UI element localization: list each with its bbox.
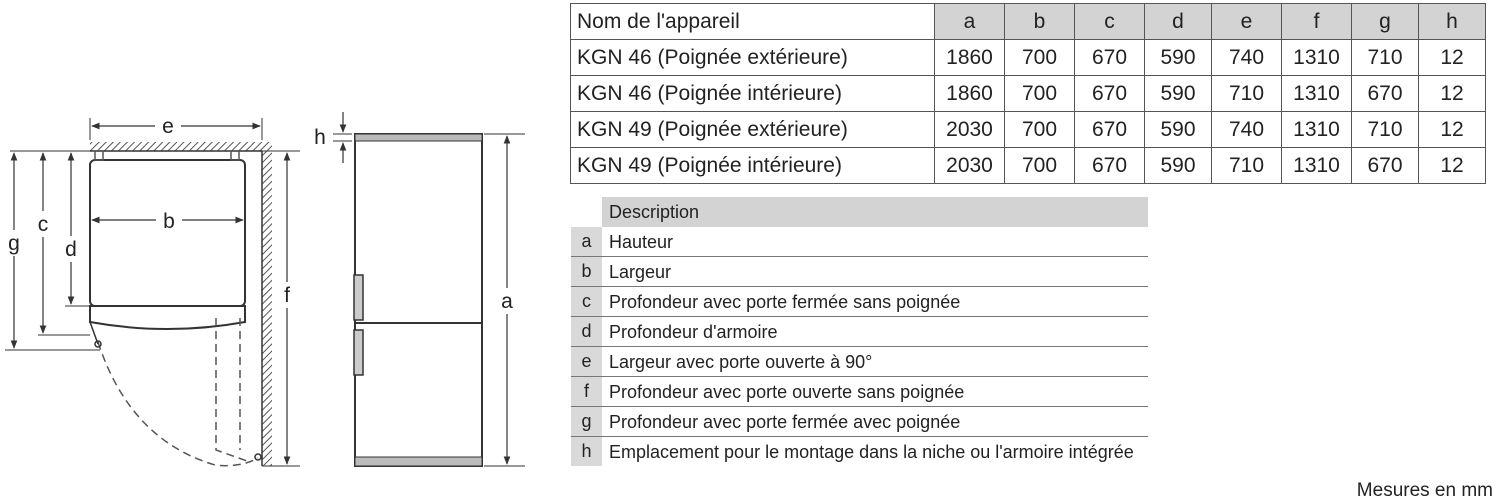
cell-value: 12	[1419, 76, 1486, 112]
cell-value: 1310	[1282, 76, 1352, 112]
header-col-b: b	[1005, 4, 1075, 40]
legend-key: a	[571, 227, 602, 256]
cell-value: 12	[1419, 40, 1486, 76]
legend-item	[571, 377, 1148, 407]
table-row	[571, 148, 1486, 184]
legend-key: f	[571, 377, 602, 406]
cell-value: 2030	[935, 148, 1005, 184]
legend-item	[571, 227, 1148, 257]
legend-key: c	[571, 287, 602, 316]
cell-value: 590	[1145, 76, 1212, 112]
cell-value: 740	[1212, 40, 1282, 76]
cell-value: 700	[1005, 112, 1075, 148]
cell-value: 1310	[1282, 148, 1352, 184]
fridge-body	[355, 134, 482, 466]
cell-value: 12	[1419, 148, 1486, 184]
legend-text: Emplacement pour le montage dans la niche ou l'armoire intégrée	[609, 442, 1134, 462]
door-open	[216, 318, 250, 462]
table-row	[571, 112, 1486, 148]
cell-value: 710	[1352, 112, 1419, 148]
legend-title: Description	[602, 197, 1148, 227]
units-note: Mesures en mm	[1356, 480, 1493, 501]
cell-value: 670	[1075, 112, 1145, 148]
header-device-name: Nom de l'appareil	[571, 4, 935, 40]
legend-text: Profondeur avec porte fermée sans poignée	[609, 292, 961, 312]
header-col-f: f	[1282, 4, 1352, 40]
door-swing-arc	[98, 342, 258, 466]
legend-key: h	[571, 437, 602, 466]
header-col-d: d	[1145, 4, 1212, 40]
cell-value: 670	[1075, 40, 1145, 76]
legend-item	[571, 317, 1148, 347]
cell-value: 700	[1005, 148, 1075, 184]
legend-header	[571, 197, 1148, 227]
table-row	[571, 76, 1486, 112]
side-wall	[262, 142, 272, 466]
label-d: d	[65, 238, 77, 261]
label-h: h	[314, 126, 326, 149]
label-f: f	[284, 284, 290, 307]
legend-text: Largeur avec porte ouverte à 90°	[609, 352, 873, 372]
cell-value: 710	[1212, 76, 1282, 112]
table-header-row	[571, 4, 1486, 40]
cell-value: 670	[1075, 76, 1145, 112]
cell-value: 670	[1352, 148, 1419, 184]
cell-value: 700	[1005, 76, 1075, 112]
legend-text: Profondeur avec porte fermée avec poignée	[609, 412, 961, 432]
cell-value: 590	[1145, 112, 1212, 148]
legend-key: g	[571, 407, 602, 436]
cell-device-name: KGN 49 (Poignée intérieure)	[571, 148, 935, 184]
cell-value: 2030	[935, 112, 1005, 148]
legend-item	[571, 347, 1148, 377]
upper-handle	[354, 275, 363, 320]
dimensions-table	[570, 3, 1486, 184]
header-col-c: c	[1075, 4, 1145, 40]
cell-device-name: KGN 46 (Poignée extérieure)	[571, 40, 935, 76]
cell-device-name: KGN 49 (Poignée extérieure)	[571, 112, 935, 148]
legend-text: Profondeur avec porte ouverte sans poignée	[609, 382, 965, 402]
label-b: b	[163, 210, 175, 233]
cell-value: 12	[1419, 112, 1486, 148]
cell-value: 670	[1352, 76, 1419, 112]
legend-item	[571, 407, 1148, 437]
lower-handle	[354, 330, 363, 375]
top-view	[3, 112, 300, 466]
cell-value: 740	[1212, 112, 1282, 148]
cell-value: 700	[1005, 40, 1075, 76]
label-e: e	[162, 115, 174, 138]
label-a: a	[501, 290, 513, 313]
header-col-g: g	[1352, 4, 1419, 40]
cell-value: 1310	[1282, 40, 1352, 76]
table-row	[571, 40, 1486, 76]
top-wall	[90, 142, 262, 151]
legend-text: Hauteur	[609, 232, 674, 252]
cell-value: 1310	[1282, 112, 1352, 148]
cell-value: 590	[1145, 40, 1212, 76]
label-c: c	[37, 213, 49, 236]
legend-item	[571, 437, 1148, 466]
legend-key: e	[571, 347, 602, 376]
header-col-e: e	[1212, 4, 1282, 40]
cell-value: 1860	[935, 40, 1005, 76]
description-legend	[571, 197, 1148, 466]
cell-device-name: KGN 46 (Poignée intérieure)	[571, 76, 935, 112]
legend-key: d	[571, 317, 602, 346]
header-col-h: h	[1419, 4, 1486, 40]
legend-item	[571, 257, 1148, 287]
fridge-dimension-diagram	[0, 0, 565, 503]
cell-value: 670	[1075, 148, 1145, 184]
legend-text: Largeur	[609, 262, 672, 282]
cell-value: 590	[1145, 148, 1212, 184]
cell-value: 710	[1352, 40, 1419, 76]
header-col-a: a	[935, 4, 1005, 40]
front-view	[314, 112, 525, 466]
cell-value: 1860	[935, 76, 1005, 112]
legend-item	[571, 287, 1148, 317]
legend-text: Profondeur d'armoire	[609, 322, 778, 342]
door-closed	[90, 306, 245, 329]
cell-value: 710	[1212, 148, 1282, 184]
label-g: g	[8, 232, 20, 255]
legend-key: b	[571, 257, 602, 286]
